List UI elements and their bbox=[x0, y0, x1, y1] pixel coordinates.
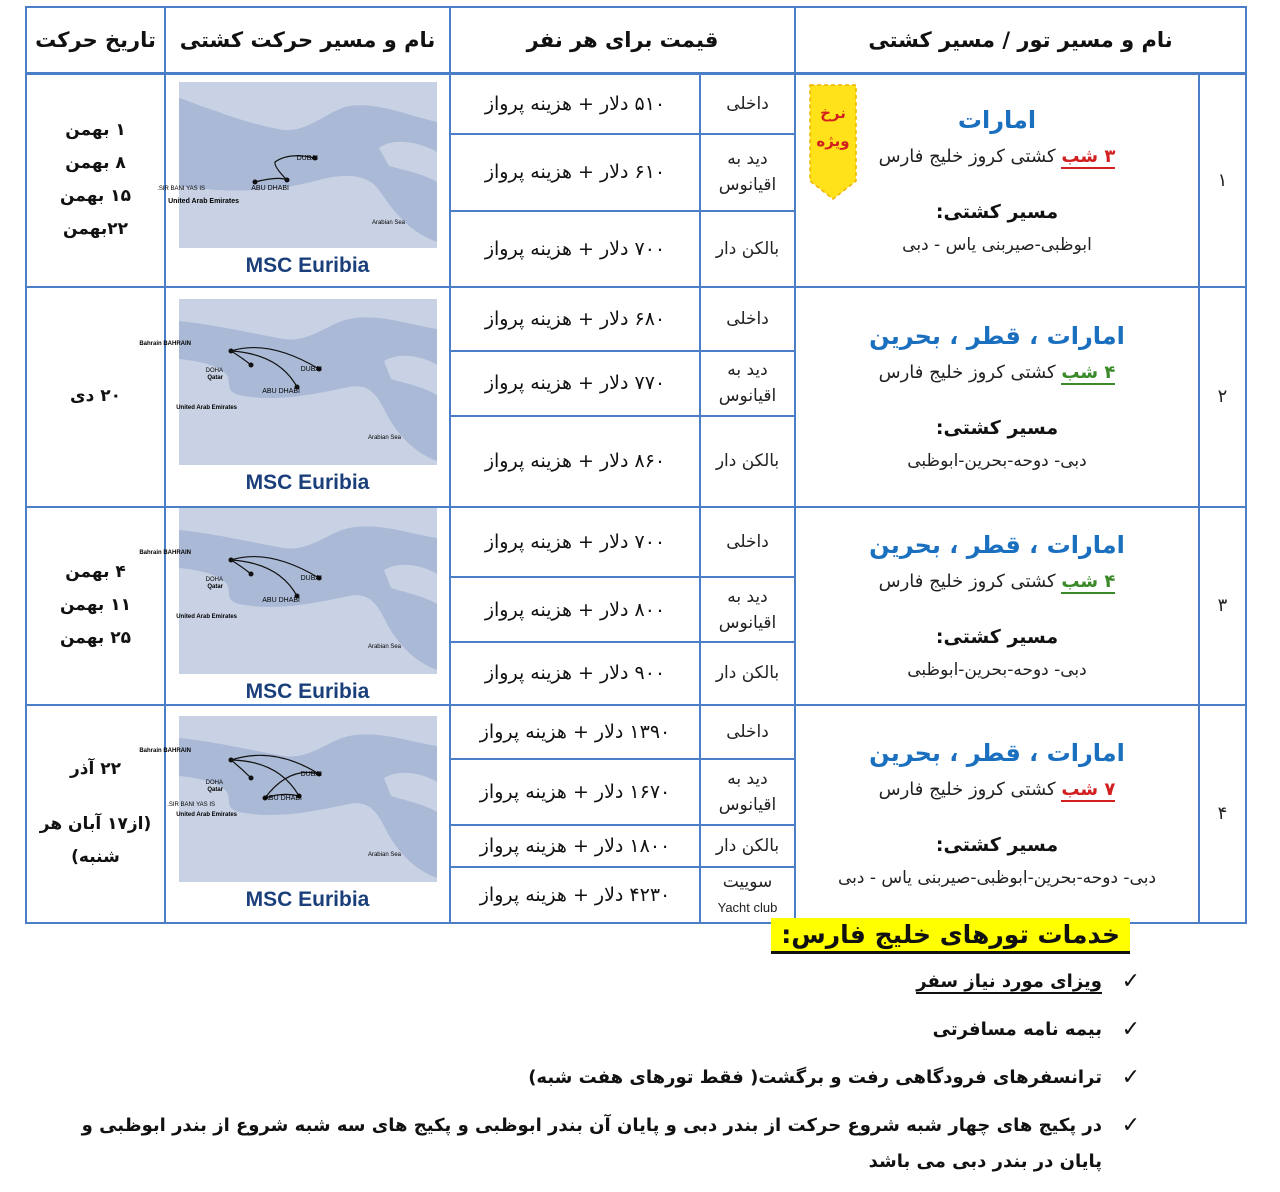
tour-nights bbox=[796, 571, 1198, 592]
map-label-dubai: DUBAI bbox=[300, 365, 322, 373]
price-cell: ۷۰۰ دلار + هزینه پرواز bbox=[450, 507, 700, 578]
date-item: (از۱۷ آبان هر bbox=[39, 814, 152, 834]
map-label-bahrain: Bahrain BAHRAIN bbox=[138, 340, 191, 347]
cabin-type: دید به اقیانوس bbox=[700, 351, 795, 416]
special-rate-badge bbox=[810, 85, 856, 199]
cabin-type: دید به اقیانوس bbox=[700, 134, 795, 211]
price-cell: ۸۶۰ دلار + هزینه پرواز bbox=[450, 416, 700, 507]
map-label-sir-bani-yas: SIR BANI YAS IS. bbox=[156, 186, 205, 193]
map-label-doha: DOHA bbox=[205, 367, 223, 374]
route-map-gulf bbox=[138, 299, 437, 465]
tours-table bbox=[25, 6, 1247, 924]
service-text: ویزای مورد نیاز سفر bbox=[916, 971, 1102, 992]
row-number: ۲ bbox=[1199, 287, 1246, 507]
row-number: ۴ bbox=[1199, 705, 1246, 923]
cabin-type bbox=[700, 867, 795, 923]
departure-dates bbox=[26, 74, 165, 287]
price-cell: ۱۸۰۰ دلار + هزینه پرواز bbox=[450, 825, 700, 867]
header-ship: نام و مسیر حرکت کشتی bbox=[165, 7, 450, 74]
service-item bbox=[60, 1108, 1140, 1180]
date-item: ۱ بهمن bbox=[65, 120, 126, 141]
route-label: مسیر کشتی: bbox=[935, 626, 1059, 648]
cabin-type: داخلی bbox=[700, 287, 795, 351]
map-label-uae: United Arab Emirates bbox=[175, 613, 237, 620]
ship-name: MSC Euribia bbox=[245, 254, 370, 278]
row-number: ۱ bbox=[1199, 74, 1246, 287]
cabin-type: داخلی bbox=[700, 74, 795, 134]
service-text: در پکیج های چهار شبه شروع حرکت از بندر دبی و پایان آن بندر ابوظبی و پکیج های سه شبه شروع از بندر ابوظبی و پایان در بندر دبی می باشد bbox=[81, 1115, 1102, 1172]
date-item: ۲۵ بهمن bbox=[60, 628, 131, 648]
service-text: بیمه نامه مسافرتی bbox=[932, 1019, 1102, 1040]
tour-title: امارات ، قطر ، بحرین bbox=[869, 322, 1125, 350]
price-cell: ۷۷۰ دلار + هزینه پرواز bbox=[450, 351, 700, 416]
cruise-text: کشتی کروز خلیج فارس bbox=[878, 145, 1056, 167]
header-tour: نام و مسیر تور / مسیر کشتی bbox=[795, 7, 1246, 74]
route-label: مسیر کشتی: bbox=[935, 417, 1059, 439]
map-label-doha: DOHA bbox=[205, 576, 223, 583]
departure-dates bbox=[26, 507, 165, 705]
cruise-text: کشتی کروز خلیج فارس bbox=[878, 362, 1056, 383]
departure-dates bbox=[26, 705, 165, 923]
tour-cell bbox=[795, 74, 1199, 287]
price-cell: ۴۲۳۰ دلار + هزینه پرواز bbox=[450, 867, 700, 923]
map-label-bahrain: Bahrain BAHRAIN bbox=[138, 747, 191, 754]
ship-cell bbox=[138, 705, 450, 923]
map-label-uae: United Arab Emirates bbox=[167, 198, 239, 206]
table-row bbox=[26, 705, 1246, 759]
cabin-type: بالکن دار bbox=[700, 211, 795, 287]
route-label: مسیر کشتی: bbox=[935, 200, 1059, 223]
map-label-abu-dhabi: ABU DHABI bbox=[250, 185, 289, 193]
departure-dates bbox=[26, 287, 165, 507]
cabin-type: داخلی bbox=[700, 507, 795, 578]
date-item: ۲۲بهمن bbox=[62, 219, 129, 240]
map-label-dubai: DUBAI bbox=[300, 574, 322, 582]
date-item: ۲۰ دی bbox=[70, 386, 121, 406]
badge-label: نرخ ویژه bbox=[816, 104, 850, 150]
tour-title: امارات ، قطر ، بحرین bbox=[869, 739, 1125, 767]
map-label-dubai: DUBAI bbox=[300, 770, 322, 778]
date-item: ۲۲ آذر bbox=[69, 759, 122, 779]
date-item: ۸ بهمن bbox=[65, 153, 126, 174]
service-text: ترانسفرهای فرودگاهی رفت و برگشت( فقط تورهای هفت شبه) bbox=[528, 1067, 1102, 1088]
cabin-type: دید به اقیانوس bbox=[700, 577, 795, 642]
tour-title: امارات bbox=[957, 105, 1037, 134]
price-cell: ۶۱۰ دلار + هزینه پرواز bbox=[450, 134, 700, 211]
map-label-uae: United Arab Emirates bbox=[175, 811, 237, 818]
tour-nights bbox=[796, 362, 1198, 383]
check-icon: ✓ bbox=[1121, 1065, 1140, 1090]
route-text: دبی- دوحه-بحرین-ابوظبی bbox=[907, 451, 1087, 471]
route-label: مسیر کشتی: bbox=[935, 834, 1059, 856]
cruise-text: کشتی کروز خلیج فارس bbox=[878, 779, 1056, 800]
table-row bbox=[26, 507, 1246, 578]
service-item bbox=[60, 964, 1140, 1000]
tour-nights bbox=[796, 779, 1198, 800]
map-label-qatar: Qatar bbox=[206, 786, 223, 793]
cruise-text: کشتی کروز خلیج فارس bbox=[878, 571, 1056, 592]
services-section bbox=[60, 918, 1140, 1192]
map-label-bahrain: Bahrain BAHRAIN bbox=[138, 549, 191, 556]
ship-name: MSC Euribia bbox=[245, 470, 370, 494]
check-icon: ✓ bbox=[1121, 969, 1140, 994]
ship-cell bbox=[138, 287, 450, 507]
tour-title: امارات ، قطر ، بحرین bbox=[869, 531, 1125, 559]
map-label-abu-dhabi: ABU DHABI bbox=[261, 596, 300, 604]
cabin-label: سوییت bbox=[722, 871, 773, 892]
check-icon: ✓ bbox=[1121, 1113, 1140, 1138]
map-label-qatar: Qatar bbox=[206, 583, 223, 590]
header-date: تاریخ حرکت bbox=[26, 7, 165, 74]
price-cell: ۱۳۹۰ دلار + هزینه پرواز bbox=[450, 705, 700, 759]
route-text: ابوظبی-صیربنی یاس - دبی bbox=[902, 234, 1092, 255]
map-label-dubai: DUBAI bbox=[296, 155, 318, 163]
map-label-arabian-sea: Arabian Sea bbox=[367, 851, 401, 858]
cabin-type: بالکن دار bbox=[700, 642, 795, 705]
service-item bbox=[60, 1012, 1140, 1048]
map-label-uae: United Arab Emirates bbox=[175, 404, 237, 411]
map-label-sir-bani-yas: SIR BANI YAS IS. bbox=[166, 801, 215, 808]
table-row bbox=[26, 287, 1246, 351]
ship-cell bbox=[156, 74, 450, 287]
map-label-doha: DOHA bbox=[205, 779, 223, 786]
price-cell: ۹۰۰ دلار + هزینه پرواز bbox=[450, 642, 700, 705]
date-item: شنبه) bbox=[71, 847, 120, 867]
ship-name: MSC Euribia bbox=[245, 887, 370, 911]
date-item: ۴ بهمن bbox=[65, 562, 126, 582]
price-cell: ۶۸۰ دلار + هزینه پرواز bbox=[450, 287, 700, 351]
nights-count: ۳ شب bbox=[1061, 145, 1116, 167]
cabin-type: بالکن دار bbox=[700, 416, 795, 507]
tour-cell bbox=[795, 705, 1199, 923]
price-cell: ۸۰۰ دلار + هزینه پرواز bbox=[450, 577, 700, 642]
nights-count: ۷ شب bbox=[1061, 779, 1116, 800]
price-cell: ۱۶۷۰ دلار + هزینه پرواز bbox=[450, 759, 700, 825]
ship-cell bbox=[138, 507, 450, 705]
nights-count: ۴ شب bbox=[1061, 571, 1116, 592]
tour-cell bbox=[795, 287, 1199, 507]
map-label-arabian-sea: Arabian Sea bbox=[367, 434, 401, 441]
route-text: دبی- دوحه-بحرین-ابوظبی-صیربنی یاس - دبی bbox=[837, 868, 1157, 888]
map-label-arabian-sea: Arabian Sea bbox=[367, 643, 401, 650]
date-item: ۱۵ بهمن bbox=[60, 186, 131, 207]
services-title: خدمات تورهای خلیج فارس: bbox=[771, 918, 1130, 954]
tour-nights bbox=[796, 146, 1198, 167]
route-map-gulf bbox=[138, 508, 437, 674]
map-label-abu-dhabi: ABU DHABI bbox=[261, 387, 300, 395]
map-label-arabian-sea: Arabian Sea bbox=[371, 220, 405, 227]
cabin-type: بالکن دار bbox=[700, 825, 795, 867]
service-item bbox=[60, 1060, 1140, 1096]
price-cell: ۵۱۰ دلار + هزینه پرواز bbox=[450, 74, 700, 134]
table-row bbox=[26, 74, 1246, 134]
header-price: قیمت برای هر نفر bbox=[450, 7, 795, 74]
cabin-sub-label: Yacht club bbox=[717, 899, 778, 915]
nights-count: ۴ شب bbox=[1061, 362, 1116, 383]
map-label-abu-dhabi: ABU DHABI bbox=[263, 794, 302, 802]
tour-cell bbox=[795, 507, 1199, 705]
row-number: ۳ bbox=[1199, 507, 1246, 705]
date-item: ۱۱ بهمن bbox=[60, 595, 131, 615]
services-list bbox=[60, 964, 1140, 1180]
route-map-full bbox=[138, 716, 437, 882]
route-text: دبی- دوحه-بحرین-ابوظبی bbox=[907, 660, 1087, 680]
cabin-type: دید به اقیانوس bbox=[700, 759, 795, 825]
cabin-type: داخلی bbox=[700, 705, 795, 759]
check-icon: ✓ bbox=[1121, 1017, 1140, 1042]
map-label-qatar: Qatar bbox=[206, 374, 223, 381]
price-cell: ۷۰۰ دلار + هزینه پرواز bbox=[450, 211, 700, 287]
route-map-uae bbox=[156, 82, 437, 248]
ship-name: MSC Euribia bbox=[245, 679, 370, 703]
